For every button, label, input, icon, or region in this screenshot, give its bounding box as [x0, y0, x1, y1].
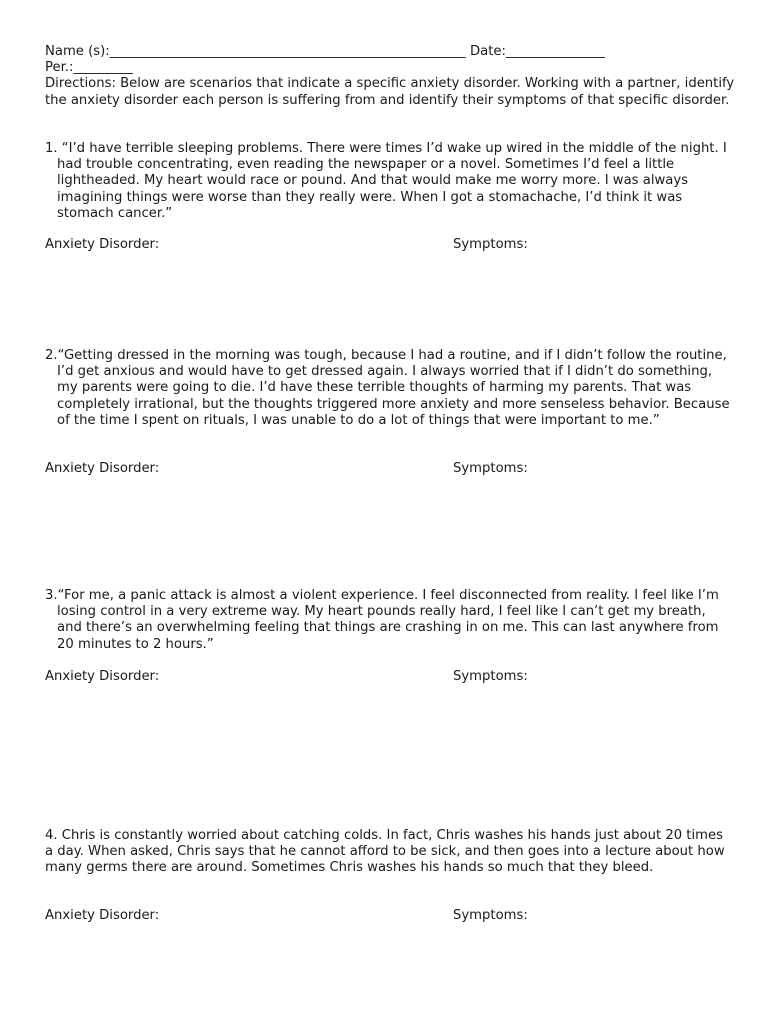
anxiety-disorder-label: Anxiety Disorder:: [45, 908, 160, 923]
period-line: Per.:_________: [45, 60, 133, 76]
answer-row-2: [45, 461, 735, 478]
question-text: 3.“For me, a panic attack is almost a violent experience. I feel disconnected from reality. I feel like I’m losing control in a very extreme way. My heart pounds really hard, I feel like I can’t get my breath, and there’s an overwhelming feeling that things are crashing in on me. This can last anywhere from 20 minutes to 2 hours.”: [45, 588, 719, 652]
question-text: 1. “I’d have terrible sleeping problems. There were times I’d wake up wired in the middle of the night. I had trouble concentrating, even reading the newspaper or a novel. Sometimes I’d feel a little lightheaded. My heart would race or pound. And that would make me worry more. I was always imagining things were worse than they really were. When I got a stomachache, I’d think it was stomach cancer.”: [45, 141, 727, 221]
symptoms-label: Symptoms:: [453, 461, 528, 476]
question-text: 4. Chris is constantly worried about catching colds. In fact, Chris washes his hands just about 20 times a day. When asked, Chris says that he cannot afford to be sick, and then goes into a lecture about how many germs there are around. Sometimes Chris washes his hands so much that they bleed.: [45, 828, 725, 876]
answer-row-3: [45, 669, 735, 686]
symptoms-label: Symptoms:: [453, 908, 528, 923]
worksheet-header: [45, 44, 735, 109]
question-text: 2.“Getting dressed in the morning was tough, because I had a routine, and if I didn’t follow the routine, I’d get anxious and would have to get dressed again. I always worried that if I didn’t do something, my parents were going to die. I’d have these terrible thoughts of harming my parents. That was completely irrational, but the thoughts triggered more anxiety and more senseless behavior. Because of the time I spent on rituals, I was unable to do a lot of things that were important to me.”: [45, 348, 730, 428]
symptoms-label: Symptoms:: [453, 669, 528, 684]
symptoms-label: Symptoms:: [453, 237, 528, 252]
answer-row-4: [45, 908, 735, 925]
question-3: [45, 588, 730, 653]
question-4: [45, 828, 730, 877]
answer-row-1: [45, 237, 735, 254]
anxiety-disorder-label: Anxiety Disorder:: [45, 669, 160, 684]
anxiety-disorder-label: Anxiety Disorder:: [45, 237, 160, 252]
question-1: [45, 141, 730, 222]
directions-text: Directions: Below are scenarios that indicate a specific anxiety disorder. Working with a partner, identify the anxiety disorder each person is suffering from and identify their symptoms of that specific disorder.: [45, 76, 735, 108]
name-date-line: Name (s):______________________________________________________ Date:_______________: [45, 44, 605, 59]
question-2: [45, 348, 730, 429]
anxiety-disorder-label: Anxiety Disorder:: [45, 461, 160, 476]
